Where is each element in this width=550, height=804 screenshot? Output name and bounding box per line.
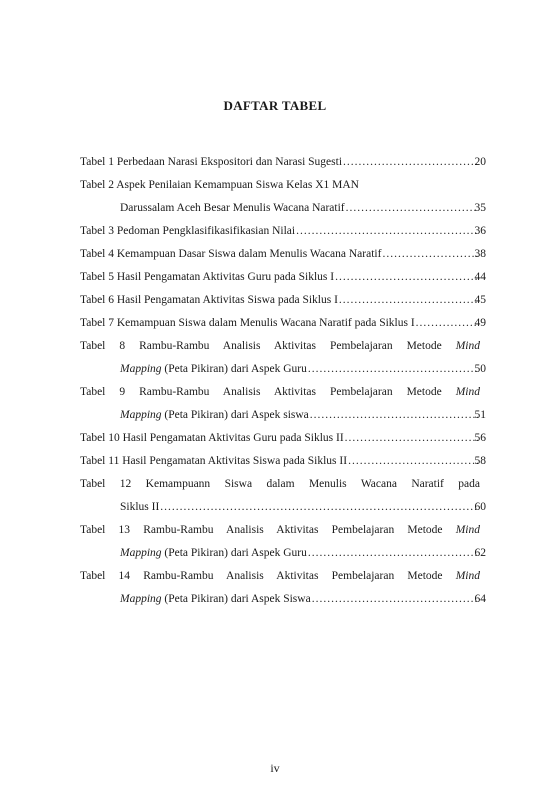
page-title: DAFTAR TABEL (223, 98, 327, 113)
toc-entry-text: Siklus II (120, 501, 160, 513)
page-number-footer: iv (270, 761, 280, 775)
toc-entry (80, 475, 480, 493)
toc-page-number: 64 (474, 593, 486, 605)
dot-leader (346, 199, 478, 217)
toc-entry (80, 383, 480, 401)
toc-entry (80, 245, 480, 263)
toc-entry-text: Tabel 14 Rambu-Rambu Analisis Aktivitas Pembelajaran Metode Mind (80, 570, 480, 582)
toc-entry-text: Darussalam Aceh Besar Menulis Wacana Naratif (120, 202, 345, 214)
toc-entry (80, 268, 480, 286)
toc-entry-text: Tabel 9 Rambu-Rambu Analisis Aktivitas Pembelajaran Metode Mind (80, 386, 480, 398)
toc-entry-continuation (120, 590, 480, 608)
dot-leader (348, 452, 478, 470)
toc-entry (80, 153, 480, 171)
toc-entry-continuation (120, 360, 480, 378)
toc-entry-continuation (120, 199, 480, 217)
dot-leader (312, 590, 478, 608)
toc-entry (80, 567, 480, 585)
toc-entry-text: Tabel 6 Hasil Pengamatan Aktivitas Siswa pada Siklus I (80, 294, 338, 306)
toc-entry (80, 521, 480, 539)
toc-page-number: 20 (474, 156, 486, 168)
toc-page-number: 45 (474, 294, 486, 306)
toc-page-number: 58 (474, 455, 486, 467)
dot-leader (339, 291, 478, 309)
toc-entry (80, 429, 480, 447)
toc-entry-continuation (120, 498, 480, 516)
toc-entry-text: Tabel 4 Kemampuan Dasar Siswa dalam Menulis Wacana Naratif (80, 248, 382, 260)
toc-page-number: 49 (474, 317, 486, 329)
toc-entry-continuation (120, 544, 480, 562)
dot-leader (308, 544, 478, 562)
toc-page-number: 44 (474, 271, 486, 283)
toc-entry-text: Tabel 2 Aspek Penilaian Kemampuan Siswa Kelas X1 MAN (80, 179, 359, 191)
toc-entry-continuation (120, 406, 480, 424)
toc-entry-text: Tabel 11 Hasil Pengamatan Aktivitas Siswa pada Siklus II (80, 455, 348, 467)
toc-entry (80, 337, 480, 355)
toc-page-number: 35 (474, 202, 486, 214)
toc-entry-text: Tabel 12 Kemampuann Siswa dalam Menulis Wacana Naratif pada (80, 478, 480, 490)
toc-entry-text: Tabel 13 Rambu-Rambu Analisis Aktivitas Pembelajaran Metode Mind (80, 524, 480, 536)
dot-leader (343, 153, 478, 171)
dot-leader (308, 360, 478, 378)
dot-leader (296, 222, 478, 240)
toc-page-number: 62 (474, 547, 486, 559)
toc-entry (80, 291, 480, 309)
toc-page-number: 50 (474, 363, 486, 375)
toc-entry-text: Mapping (Peta Pikiran) dari Aspek Guru (120, 363, 307, 375)
dot-leader (160, 498, 478, 516)
toc-entry (80, 176, 480, 194)
toc-entry-text: Mapping (Peta Pikiran) dari Aspek Guru (120, 547, 307, 559)
toc-entry (80, 452, 480, 470)
toc-entry (80, 222, 480, 240)
toc-page-number: 38 (474, 248, 486, 260)
toc-page-number: 36 (474, 225, 486, 237)
dot-leader (335, 268, 478, 286)
dot-leader (345, 429, 478, 447)
toc-page-number: 51 (474, 409, 486, 421)
toc-entry-text: Tabel 10 Hasil Pengamatan Aktivitas Guru pada Siklus II (80, 432, 344, 444)
toc-entry-text: Tabel 3 Pedoman Pengklasifikasifikasian Nilai (80, 225, 296, 237)
toc-entry-text: Mapping (Peta Pikiran) dari Aspek Siswa (120, 593, 311, 605)
toc-entry (80, 314, 480, 332)
dot-leader (310, 406, 478, 424)
toc-page-number: 60 (474, 501, 486, 513)
toc-entry-text: Tabel 8 Rambu-Rambu Analisis Aktivitas Pembelajaran Metode Mind (80, 340, 480, 352)
toc-page-number: 56 (474, 432, 486, 444)
toc-entry-text: Mapping (Peta Pikiran) dari Aspek siswa (120, 409, 309, 421)
toc-entry-text: Tabel 1 Perbedaan Narasi Ekspositori dan Narasi Sugesti (80, 156, 343, 168)
toc-entry-text: Tabel 7 Kemampuan Siswa dalam Menulis Wacana Naratif pada Siklus I (80, 317, 415, 329)
toc-entry-text: Tabel 5 Hasil Pengamatan Aktivitas Guru pada Siklus I (80, 271, 335, 283)
